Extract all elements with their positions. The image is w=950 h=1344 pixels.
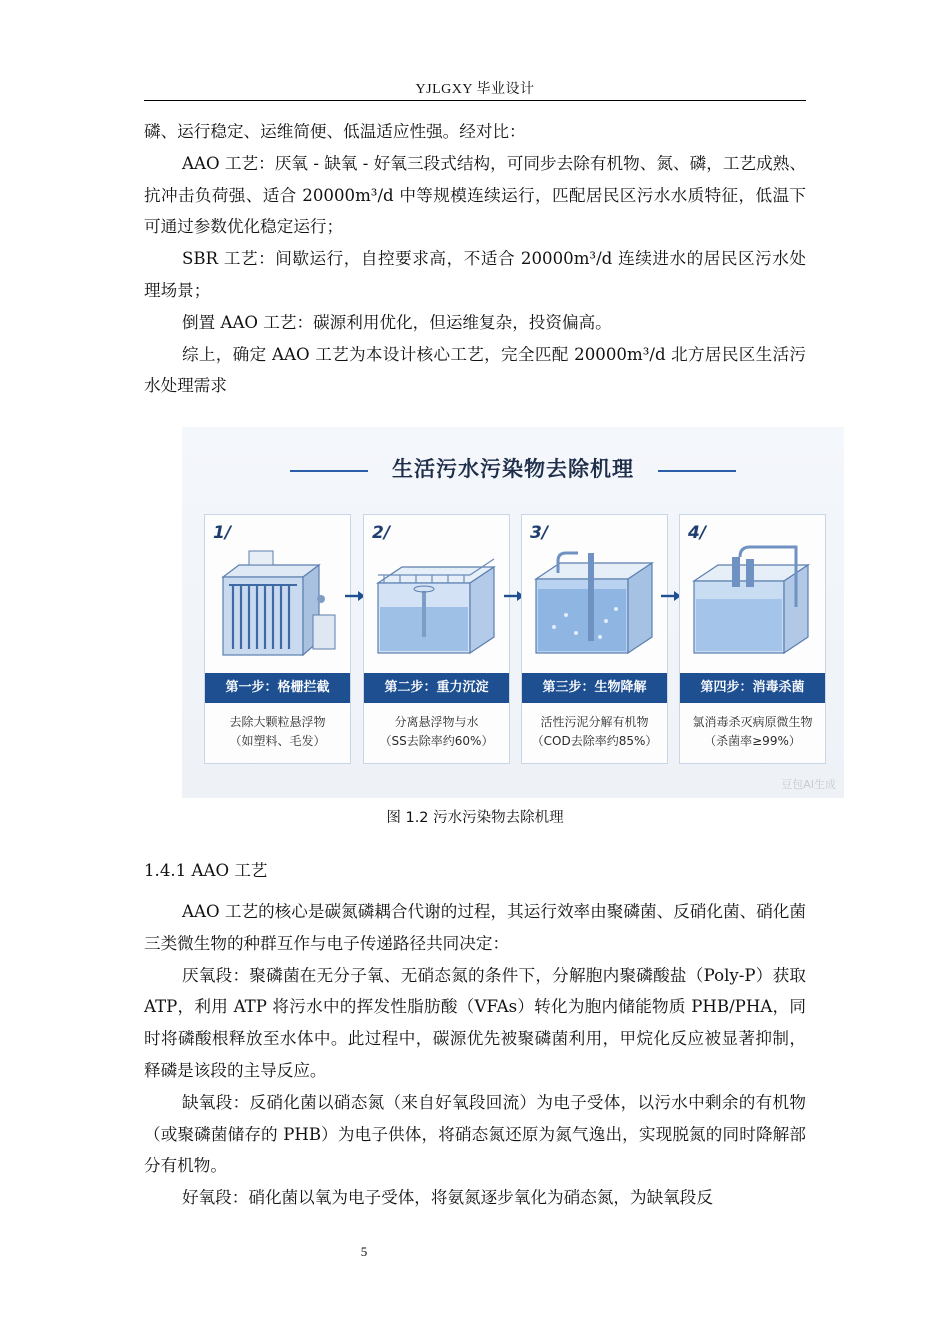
step-card-1 <box>204 514 351 764</box>
paragraph: 好氧段：硝化菌以氧为电子受体，将氨氮逐步氧化为硝态氮，为缺氧段反 <box>182 1188 713 1208</box>
step-desc-line: 氯消毒杀灭病原微生物 <box>692 715 813 729</box>
figure-title-row <box>182 453 844 487</box>
step-card-3 <box>521 514 668 764</box>
paragraph: 厌氧段：聚磷菌在无分子氧、无硝态氮的条件下，分解胞内聚磷酸盐（Poly-P）获取 ATP，利用 ATP 将污水中的挥发性脂肪酸（VFAs）转化为胞内储能物质 PHB/PHA，同时将磷酸根释放至水体中。此过程中，碳源优先被聚磷菌利用，甲烷化反应被显著抑制，释磷是该段的主导反应。 <box>144 965 806 1080</box>
process-figure <box>182 427 844 798</box>
step-number: 3/ <box>530 523 549 543</box>
step-description <box>522 713 667 751</box>
step-description <box>364 713 509 751</box>
step-label-bar: 第一步：格栅拦截 <box>205 673 350 703</box>
disinfection-tank-icon <box>686 537 819 665</box>
paragraph: 磷、运行稳定、运维简便、低温适应性强。经对比： <box>144 122 526 141</box>
step-desc-line: （杀菌率≥99%） <box>704 734 801 748</box>
step-number: 2/ <box>372 523 391 543</box>
paragraph: 倒置 AAO 工艺：碳源利用优化，但运维复杂，投资偏高。 <box>182 312 612 332</box>
aeration-tank-icon <box>528 537 661 665</box>
step-label-bar: 第三步：生物降解 <box>522 673 667 703</box>
section-heading: 1.4.1 AAO 工艺 <box>144 861 268 880</box>
step-description <box>680 713 825 751</box>
step-card-4 <box>679 514 826 764</box>
ai-watermark: 豆包AI生成 <box>781 778 836 791</box>
step-desc-line: 分离悬浮物与水 <box>394 715 479 729</box>
body-top <box>144 116 806 402</box>
paragraph: 缺氧段：反硝化菌以硝态氮（来自好氧段回流）为电子受体，以污水中剩余的有机物（或聚磷菌储存的 PHB）为电子供体，将硝态氮还原为氮气逸出，实现脱氮的同时降解部分有机物。 <box>144 1092 806 1176</box>
paragraph: 综上，确定 AAO 工艺为本设计核心工艺，完全匹配 20000m³/d 北方居民区生活污水处理需求 <box>144 344 806 396</box>
bar-screen-tank-icon <box>211 537 344 665</box>
step-desc-line: 去除大颗粒悬浮物 <box>229 715 326 729</box>
step-desc-line: （如塑料、毛发） <box>229 734 326 748</box>
body-bottom <box>144 896 806 1214</box>
paragraph: AAO 工艺：厌氧 - 缺氧 - 好氧三段式结构，可同步去除有机物、氮、磷，工艺成熟、抗冲击负荷强、适合 20000m³/d 中等规模连续运行，匹配居民区污水水质特征，低温下可通过参数优化稳定运行； <box>144 153 806 237</box>
step-desc-line: 活性污泥分解有机物 <box>540 715 649 729</box>
paragraph: AAO 工艺的核心是碳氮磷耦合代谢的过程，其运行效率由聚磷菌、反硝化菌、硝化菌三类微生物的种群互作与电子传递路径共同决定： <box>144 902 806 953</box>
step-label-bar: 第四步：消毒杀菌 <box>680 673 825 703</box>
figure-caption: 图 1.2 污水污染物去除机理 <box>386 810 564 826</box>
sedimentation-tank-icon <box>370 537 503 665</box>
title-rule-right <box>658 470 736 472</box>
step-desc-line: （COD去除率约85%） <box>531 734 658 748</box>
figure-title: 生活污水污染物去除机理 <box>392 457 634 481</box>
step-number: 1/ <box>213 523 232 543</box>
paragraph: SBR 工艺：间歇运行，自控要求高，不适合 20000m³/d 连续进水的居民区污水处理场景； <box>144 249 806 300</box>
step-description <box>205 713 350 751</box>
page-number: 5 <box>360 1244 368 1259</box>
step-label-bar: 第二步：重力沉淀 <box>364 673 509 703</box>
step-card-2 <box>363 514 510 764</box>
step-number: 4/ <box>688 523 707 543</box>
header-rule <box>144 100 806 101</box>
step-desc-line: （SS去除率约60%） <box>379 734 494 748</box>
running-header: YJLGXY 毕业设计 <box>415 82 535 97</box>
